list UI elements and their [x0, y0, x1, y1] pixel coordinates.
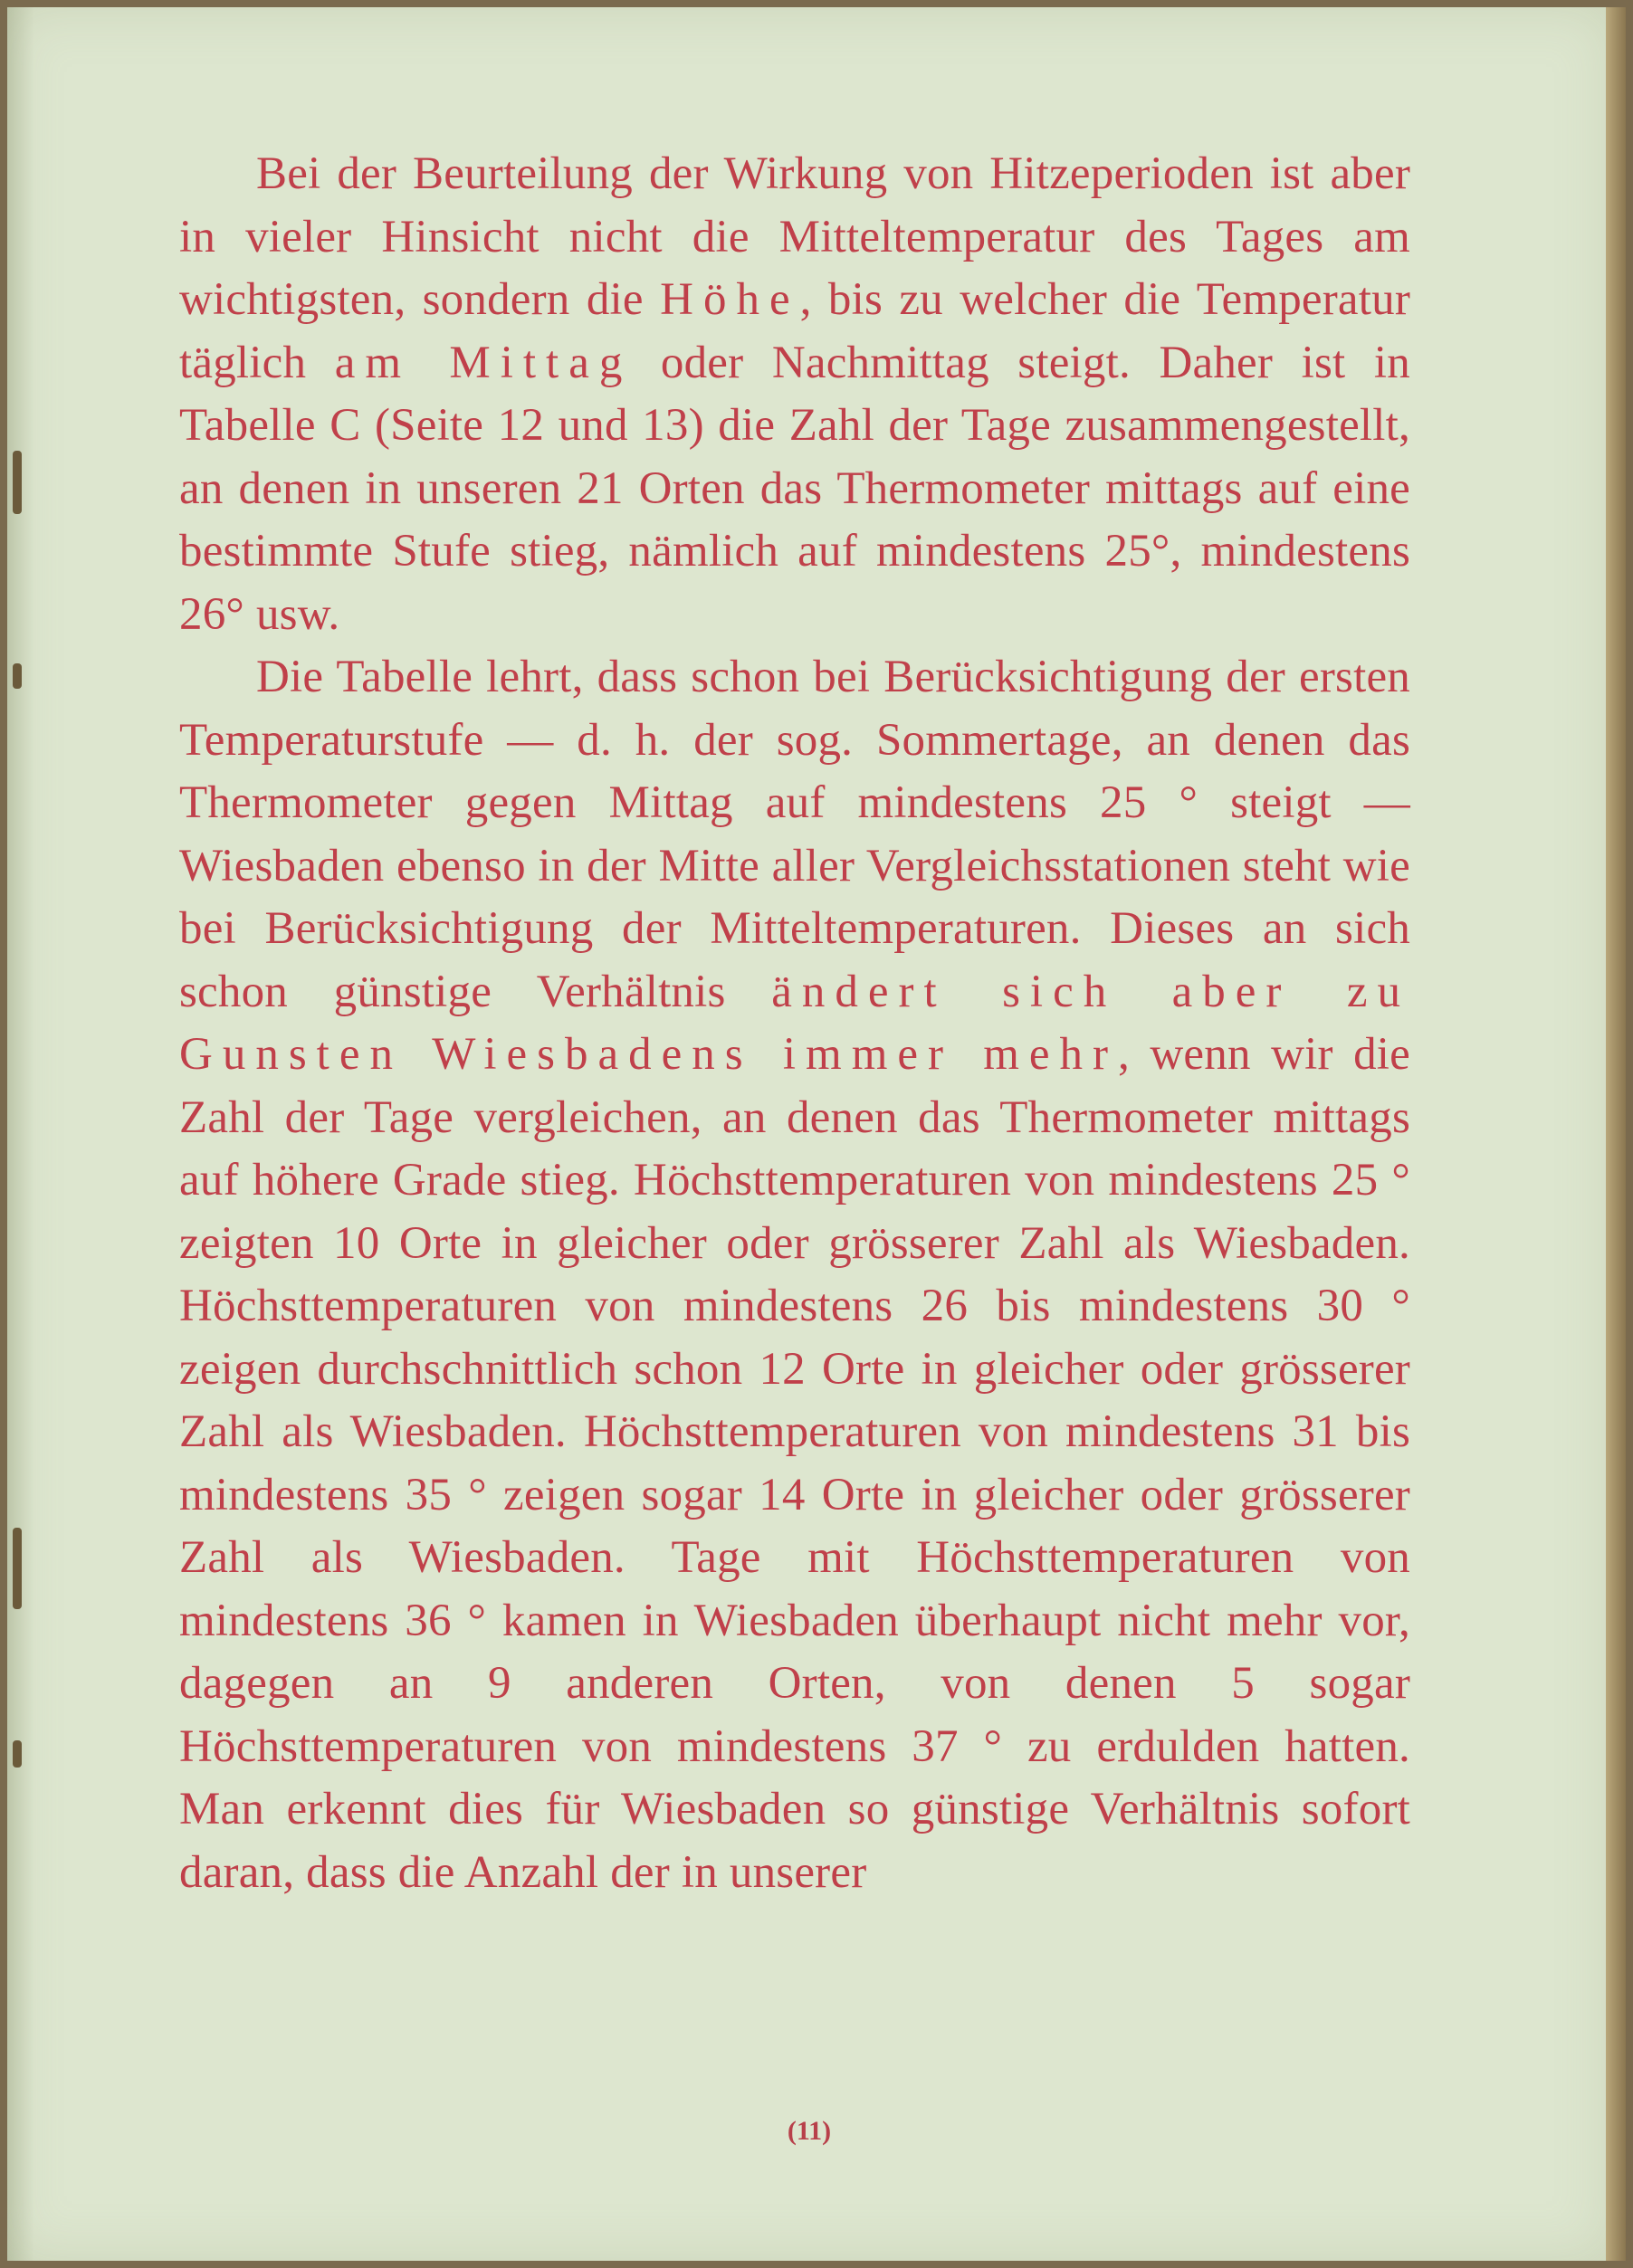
- book-edge: [1606, 7, 1626, 2261]
- spaced-emphasis: Höhe: [660, 274, 800, 325]
- binding-thread-mark: [13, 451, 22, 514]
- text-run: , wenn wir die Zahl der Tage vergleichen, an denen das Thermometer mittags auf höhere Grade stieg. Höchsttemperaturen von mindestens 25 ° zeigten 10 Orte in gleicher oder grösserer Zahl als Wiesbaden. Höchsttemperaturen von mindestens 26 bis mindestens 30 ° zeigen durchschnittlich schon 12 Orte in gleicher oder grösserer Zahl als Wiesbaden. Höchsttemperaturen von mindestens 31 bis mindestens 35 ° zeigen sogar 14 Orte in gleicher oder grösserer Zahl als Wiesbaden. Tage mit Höchsttemperaturen von mindestens 36 ° kamen in Wiesbaden überhaupt nicht mehr vor, dagegen an 9 anderen Orten, von denen 5 sogar Höchsttemperaturen von mindestens 37 ° zu erdulden hatten. Man erkennt dies für Wiesbaden so günstige Verhältnis sofort daran, dass die Anzahl der in unserer: [179, 1029, 1410, 1898]
- binding-thread-mark: [13, 663, 22, 689]
- text-run: , bis zu welcher die Temperatur täglich: [179, 274, 1411, 388]
- page-number: (11): [787, 2116, 832, 2146]
- paragraph-2: [179, 646, 1410, 1904]
- body-text: [179, 143, 1410, 1904]
- paragraph-1: [179, 143, 1410, 646]
- binding-thread-mark: [13, 1740, 22, 1768]
- book-page: [7, 7, 1611, 2261]
- text-run: Bei der Beurteilung der Wirkung von Hitzeperioden ist aber in vieler Hinsicht nicht die Mitteltemperatur des Tages am wichtigsten, sondern die: [179, 148, 1410, 325]
- binding-thread-mark: [13, 1528, 22, 1609]
- text-run: Die Tabelle lehrt, dass schon bei Berücksichtigung der ersten Temperaturstufe — d. h. der sog. Sommertage, an denen das Thermometer gegen Mittag auf mindestens 25 ° steigt — Wiesbaden ebenso in der Mitte aller Vergleichsstationen steht wie bei Berücksichtigung der Mitteltemperaturen. Dieses an sich schon günstige Verhältnis: [179, 652, 1410, 1017]
- gutter-shadow: [7, 7, 34, 2261]
- text-run: oder Nachmittag steigt. Daher ist in Tabelle C (Seite 12 und 13) die Zahl der Tage zusammengestellt, an denen in unseren 21 Orten das Thermometer mittags auf eine bestimmte Stufe stieg, nämlich auf mindestens 25°, mindestens 26° usw.: [179, 337, 1410, 640]
- spaced-emphasis: am Mittag: [334, 337, 633, 388]
- spaced-emphasis: ändert sich aber zu Gunsten Wiesbadens immer mehr: [179, 966, 1410, 1080]
